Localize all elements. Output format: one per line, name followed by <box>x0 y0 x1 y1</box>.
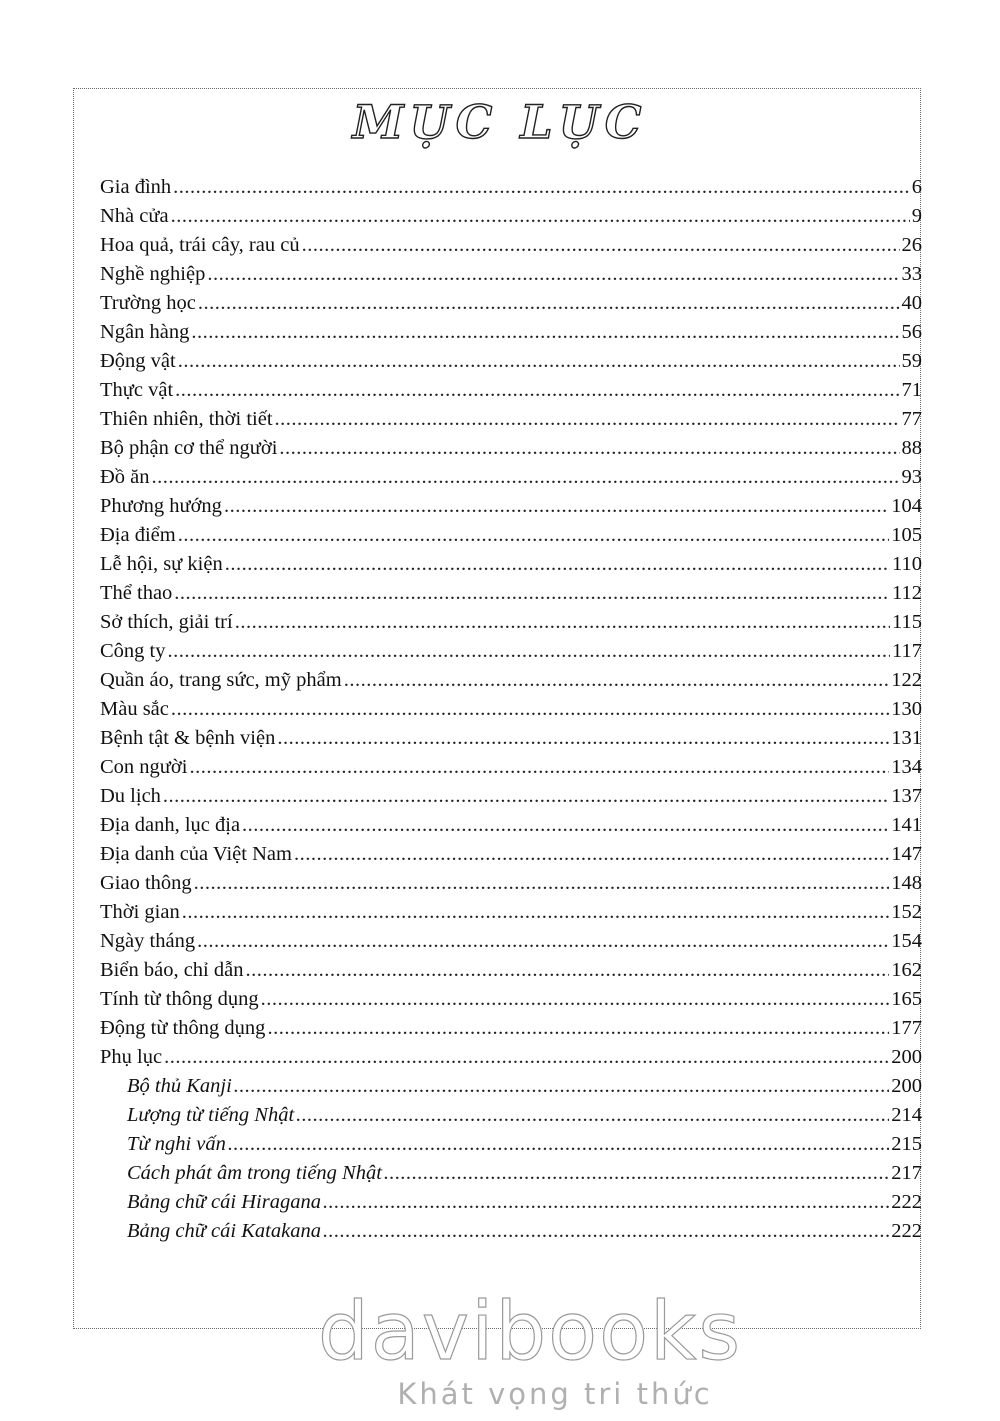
toc-entry-label: Du lịch <box>100 785 161 807</box>
dot-leader <box>245 956 889 985</box>
toc-entry-label: Giao thông <box>100 872 192 894</box>
toc-entry-label: Thể thao <box>100 582 173 604</box>
toc-entry-label: Trường học <box>100 292 196 314</box>
toc-entry[interactable] <box>100 753 922 782</box>
toc-entry-label: Địa danh của Việt Nam <box>100 843 292 865</box>
dot-leader <box>277 724 889 753</box>
toc-entry-label: Động từ thông dụng <box>100 1017 266 1039</box>
toc-entry-page: 200 <box>891 1046 922 1068</box>
toc-subentry[interactable] <box>100 1188 922 1217</box>
toc-entry-label: Gia đình <box>100 176 172 198</box>
dot-leader <box>171 695 889 724</box>
dot-leader <box>164 1043 889 1072</box>
toc-entry-label: Thời gian <box>100 901 180 923</box>
toc-entry-page: 9 <box>911 205 922 227</box>
toc-entry-page: 93 <box>901 466 922 488</box>
toc-entry-page: 147 <box>891 843 922 865</box>
toc-entry-label: Ngày tháng <box>100 930 196 952</box>
toc-entry-page: 59 <box>901 350 922 372</box>
toc-entry-label: Công ty <box>100 640 166 662</box>
toc-entry[interactable] <box>100 724 922 753</box>
toc-entry[interactable] <box>100 811 922 840</box>
dot-leader <box>174 579 890 608</box>
dot-leader <box>294 840 889 869</box>
toc-subentry[interactable] <box>100 1072 922 1101</box>
toc-subentry-label: Từ nghi vấn <box>127 1133 226 1155</box>
toc-entry-label: Sở thích, giải trí <box>100 611 233 633</box>
toc-entry-page: 26 <box>901 234 922 256</box>
toc-entry[interactable] <box>100 898 922 927</box>
dot-leader <box>323 1217 889 1246</box>
dot-leader <box>163 782 889 811</box>
toc-entry-label: Ngân hàng <box>100 321 190 343</box>
toc-entry[interactable] <box>100 1014 922 1043</box>
toc-entry[interactable] <box>100 927 922 956</box>
toc-subentry-label: Cách phát âm trong tiếng Nhật <box>127 1162 382 1184</box>
toc-entry-page: 115 <box>892 611 922 633</box>
toc-entry-page: 162 <box>891 959 922 981</box>
toc-subentry-page: 222 <box>891 1220 922 1242</box>
toc-entry-label: Địa điểm <box>100 524 176 546</box>
toc-entry[interactable] <box>100 347 922 376</box>
dot-leader <box>302 231 900 260</box>
dot-leader <box>178 347 900 376</box>
toc-entry-label: Động vật <box>100 350 176 372</box>
toc-entry-page: 134 <box>891 756 922 778</box>
toc-subentry[interactable] <box>100 1101 922 1130</box>
toc-subentry-page: 222 <box>891 1191 922 1213</box>
toc-entry[interactable] <box>100 318 922 347</box>
toc-entry-page: 112 <box>892 582 922 604</box>
toc-entry-page: 56 <box>901 321 922 343</box>
toc-entry-page: 71 <box>901 379 922 401</box>
toc-entry[interactable] <box>100 695 922 724</box>
toc-subentry-page: 215 <box>891 1133 922 1155</box>
page-title: MỤC LỤC <box>352 95 648 149</box>
toc-subentry-label: Bộ thủ Kanji <box>127 1075 232 1097</box>
toc-entry-label: Địa danh, lục địa <box>100 814 241 836</box>
toc-entry-page: 177 <box>891 1017 922 1039</box>
toc-subentry-label: Bảng chữ cái Katakana <box>127 1220 321 1242</box>
toc-subentry-label: Lượng từ tiếng Nhật <box>127 1104 295 1126</box>
toc-entry-page: 88 <box>901 437 922 459</box>
dot-leader <box>178 521 890 550</box>
toc-entry[interactable] <box>100 202 922 231</box>
toc-entry[interactable] <box>100 260 922 289</box>
toc-entry-label: Đồ ăn <box>100 466 150 488</box>
toc-entry-label: Phụ lục <box>100 1046 163 1068</box>
dot-leader <box>171 202 910 231</box>
dot-leader <box>384 1159 889 1188</box>
toc-subentry-page: 200 <box>891 1075 922 1097</box>
dot-leader <box>207 260 899 289</box>
dot-leader <box>191 318 899 347</box>
toc-entry-page: 148 <box>891 872 922 894</box>
dot-leader <box>189 753 889 782</box>
toc-entry-page: 152 <box>891 901 922 923</box>
dot-leader <box>235 608 890 637</box>
dot-leader <box>234 1072 889 1101</box>
toc-entry-page: 165 <box>891 988 922 1010</box>
toc-subentry-page: 214 <box>891 1104 922 1126</box>
dot-leader <box>323 1188 889 1217</box>
toc-entry-page: 154 <box>891 930 922 952</box>
dot-leader <box>152 463 900 492</box>
toc-entry-label: Màu sắc <box>100 698 169 720</box>
toc-entry-page: 104 <box>891 495 922 517</box>
toc-entry[interactable] <box>100 492 922 521</box>
toc-entry-page: 105 <box>891 524 922 546</box>
dot-leader <box>296 1101 889 1130</box>
dot-leader <box>198 289 900 318</box>
toc-entry-label: Con người <box>100 756 188 778</box>
dot-leader <box>275 405 900 434</box>
dot-leader <box>279 434 899 463</box>
toc-entry[interactable] <box>100 550 922 579</box>
toc-entry-page: 130 <box>891 698 922 720</box>
toc-entry-label: Hoa quả, trái cây, rau củ <box>100 234 300 256</box>
toc-entry-page: 141 <box>891 814 922 836</box>
toc-subentry-label: Bảng chữ cái Hiragana <box>127 1191 321 1213</box>
toc-entry[interactable] <box>100 985 922 1014</box>
toc-entry-label: Phương hướng <box>100 495 222 517</box>
toc-entry-page: 117 <box>892 640 922 662</box>
toc-subentry-page: 217 <box>891 1162 922 1184</box>
toc-entry[interactable] <box>100 231 922 260</box>
toc-entry[interactable] <box>100 173 922 202</box>
toc-entry[interactable] <box>100 608 922 637</box>
dot-leader <box>242 811 889 840</box>
toc-entry[interactable] <box>100 463 922 492</box>
toc-entry-label: Thiên nhiên, thời tiết <box>100 408 273 430</box>
dot-leader <box>225 550 890 579</box>
dot-leader <box>344 666 890 695</box>
dot-leader <box>173 173 910 202</box>
toc-entry-page: 122 <box>891 669 922 691</box>
toc-entry-page: 77 <box>901 408 922 430</box>
toc-entry-label: Biển báo, chỉ dẫn <box>100 959 244 981</box>
toc-entry[interactable] <box>100 434 922 463</box>
toc-entry-page: 131 <box>891 727 922 749</box>
toc-entry[interactable] <box>100 782 922 811</box>
watermark-slogan: Khát vọng tri thức <box>397 1377 713 1411</box>
toc-entry-label: Nhà cửa <box>100 205 169 227</box>
toc-entry[interactable] <box>100 289 922 318</box>
dot-leader <box>197 927 889 956</box>
toc-entry[interactable] <box>100 405 922 434</box>
table-of-contents <box>100 173 922 1246</box>
toc-entry-label: Bộ phận cơ thể người <box>100 437 278 459</box>
dot-leader <box>182 898 890 927</box>
dot-leader <box>261 985 890 1014</box>
dot-leader <box>224 492 889 521</box>
watermark-brand: davibooks <box>317 1285 743 1378</box>
dot-leader <box>194 869 890 898</box>
toc-entry[interactable] <box>100 637 922 666</box>
toc-subentry[interactable] <box>100 1130 922 1159</box>
toc-entry-label: Thực vật <box>100 379 174 401</box>
toc-entry-page: 40 <box>901 292 922 314</box>
toc-entry[interactable] <box>100 666 922 695</box>
toc-entry[interactable] <box>100 840 922 869</box>
dot-leader <box>175 376 899 405</box>
toc-entry-page: 33 <box>901 263 922 285</box>
toc-subentry[interactable] <box>100 1217 922 1246</box>
toc-entry-page: 6 <box>911 176 922 198</box>
toc-entry-label: Lễ hội, sự kiện <box>100 553 223 575</box>
toc-entry-label: Tính từ thông dụng <box>100 988 259 1010</box>
toc-entry[interactable] <box>100 869 922 898</box>
toc-entry-label: Bệnh tật & bệnh viện <box>100 727 276 749</box>
toc-subentry[interactable] <box>100 1159 922 1188</box>
toc-entry[interactable] <box>100 521 922 550</box>
dot-leader <box>228 1130 889 1159</box>
toc-entry-label: Quần áo, trang sức, mỹ phẩm <box>100 669 342 691</box>
toc-entry[interactable] <box>100 376 922 405</box>
toc-entry-page: 137 <box>891 785 922 807</box>
toc-entry-page: 110 <box>892 553 922 575</box>
dot-leader <box>267 1014 889 1043</box>
dot-leader <box>168 637 891 666</box>
toc-entry-label: Nghề nghiệp <box>100 263 206 285</box>
toc-entry[interactable] <box>100 1043 922 1072</box>
toc-entry[interactable] <box>100 579 922 608</box>
toc-entry[interactable] <box>100 956 922 985</box>
